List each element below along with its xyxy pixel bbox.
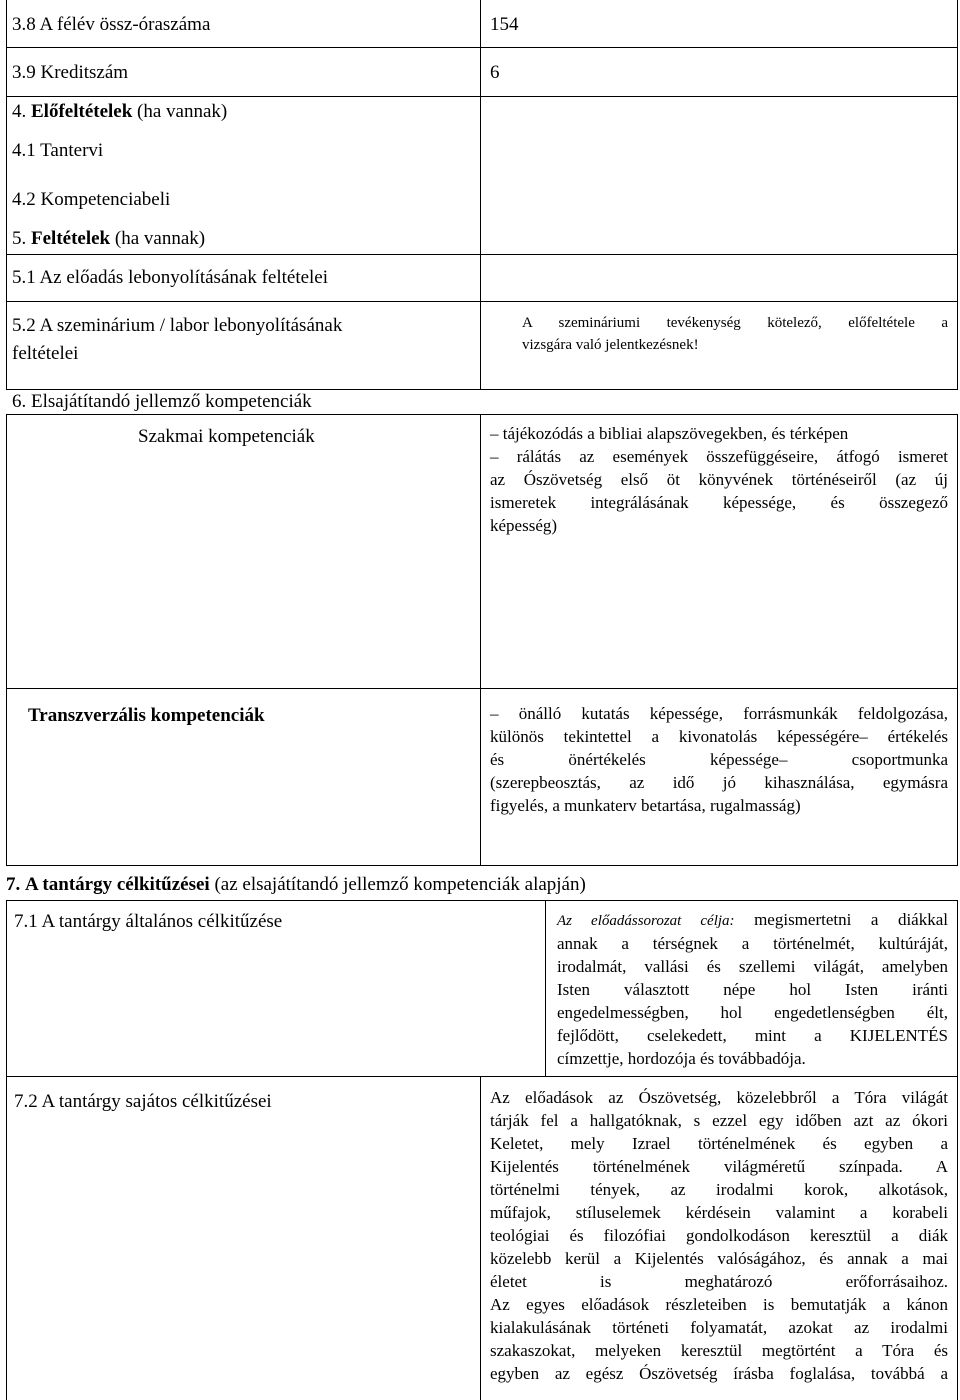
seminar-conditions-value (522, 312, 948, 356)
credit-hours-label: 3.8 A félév össz-óraszáma (12, 14, 211, 35)
r72-line: műfajok, stíluselemek kérdésein valamint a korabeli (490, 1203, 948, 1222)
prerequisites-bold: Előfeltételek (31, 101, 133, 122)
objectives-heading (6, 873, 586, 896)
r72-line: életet is meghatározó erőforrásaihoz. (490, 1272, 948, 1291)
r72-line: kialakulásának történeti folyamatát, azokat az irodalmi (490, 1318, 948, 1337)
szakmai-line: – rálátás az események összefüggéseire, átfogó ismeret (490, 447, 948, 466)
r72-line: Az egyes előadások részleteiben is bemutatják a kánon (490, 1295, 948, 1314)
r71-line: engedelmességben, hol engedetlenségben élt, (557, 1003, 948, 1022)
objectives-num: 7. (6, 874, 21, 895)
szakmai-line: – tájékozódás a bibliai alapszövegekben, és térképen (490, 424, 849, 443)
r72-line: Az előadások az Ószövetség, közelebbről a Tóra világát (490, 1088, 948, 1107)
r72-line: egyben az egész Ószövetség írásba foglalása, továbbá a (490, 1364, 948, 1383)
conditions-rest: (ha vannak) (114, 228, 206, 249)
r72-line: Kijelentés történelmének világméretű színpada. A (490, 1157, 948, 1176)
specific-objectives-text (490, 1086, 948, 1385)
general-objective-first-rest: megismertetni a diákkal (754, 910, 949, 929)
general-objective-first-line (557, 908, 948, 932)
seminar-conditions-label-1: 5.2 A szeminárium / labor lebonyolításának (12, 315, 343, 336)
transz-line: figyelés, a munkaterv betartása, rugalmasság) (490, 796, 801, 815)
szakmai-line: képesség) (490, 516, 558, 535)
conditions-num: 5. (12, 228, 27, 249)
lecture-conditions-label: 5.1 Az előadás lebonyolításának feltételei (12, 267, 329, 288)
objectives-bold: A tantárgy célkitűzései (25, 874, 210, 895)
objectives-rest: (az elsajátítandó jellemző kompetenciák alapján) (214, 874, 586, 895)
professional-competencies-label: Szakmai kompetenciák (138, 426, 315, 447)
conditions-bold: Feltételek (31, 228, 111, 249)
curricular-prereq-label: 4.1 Tantervi (12, 140, 104, 161)
r71-line: irodalmát, vallási és szellemi világát, amelyben (557, 957, 948, 976)
competence-prereq-label: 4.2 Kompetenciabeli (12, 189, 171, 210)
professional-competencies-text (490, 422, 948, 537)
seminar-conditions-label-2: feltételei (12, 343, 79, 364)
general-objective-label: 7.1 A tantárgy általános célkitűzése (14, 911, 283, 932)
transz-line: (szerepbeosztás, az idő jó kihasználása, egymásra (490, 773, 948, 792)
transversal-competencies-label: Transzverzális kompetenciák (28, 705, 265, 726)
seminar-conditions-value-1: A szemináriumi tevékenység kötelező, előfeltétele a (522, 315, 948, 331)
prerequisites-num: 4. (12, 101, 27, 122)
general-objective-italic: Az előadássorozat célja: (557, 913, 735, 929)
r72-line: tárják fel a hallgatóknak, s ezzel egy időben azt az ókori (490, 1111, 948, 1130)
credit-hours-value: 154 (490, 14, 519, 35)
r71-line: fejlődött, cselekedett, mint a KIJELENTÉS (557, 1026, 948, 1045)
r72-line: történelmi tények, az irodalmi korok, alkotások, (490, 1180, 948, 1199)
szakmai-line: az Ószövetség első öt könyvének történéseiről (az új (490, 470, 948, 489)
prerequisites-rest: (ha vannak) (137, 101, 228, 122)
transz-line: különös tekintettel a kivonatolás képességére– értékelés (490, 727, 948, 746)
transz-line: – önálló kutatás képessége, forrásmunkák feldolgozása, (490, 704, 948, 723)
competencies-heading: 6. Elsajátítandó jellemző kompetenciák (12, 391, 312, 412)
general-objective-text (557, 908, 948, 1070)
szakmai-line: ismeretek integrálásának képessége, és összegező (490, 493, 948, 512)
seminar-conditions-value-2: vizsgára való jelentkezésnek! (522, 337, 699, 353)
prerequisites-heading (12, 100, 227, 123)
r71-line: annak a térségnek a történelmét, kultúráját, (557, 934, 948, 953)
credits-value: 6 (490, 62, 500, 83)
specific-objectives-label: 7.2 A tantárgy sajátos célkitűzései (14, 1091, 272, 1112)
transz-line: és önértékelés képessége– csoportmunka (490, 750, 948, 769)
credits-label: 3.9 Kreditszám (12, 62, 129, 83)
r72-line: közelebb kerül a Kijelentés valóságához, és annak a mai (490, 1249, 948, 1268)
conditions-heading (12, 227, 205, 250)
transversal-competencies-text (490, 702, 948, 817)
r72-line: teológiai és filozófiai gondolkodáson keresztül a diák (490, 1226, 948, 1245)
r72-line: szakaszokat, melyeken keresztül megtörtént a Tóra és (490, 1341, 948, 1360)
r71-line: Isten választott népe hol Isten iránti (557, 980, 948, 999)
r72-line: Keletet, mely Izrael történelmének és egyben a (490, 1134, 948, 1153)
r71-line: címzettje, hordozója és továbbadója. (557, 1049, 806, 1068)
